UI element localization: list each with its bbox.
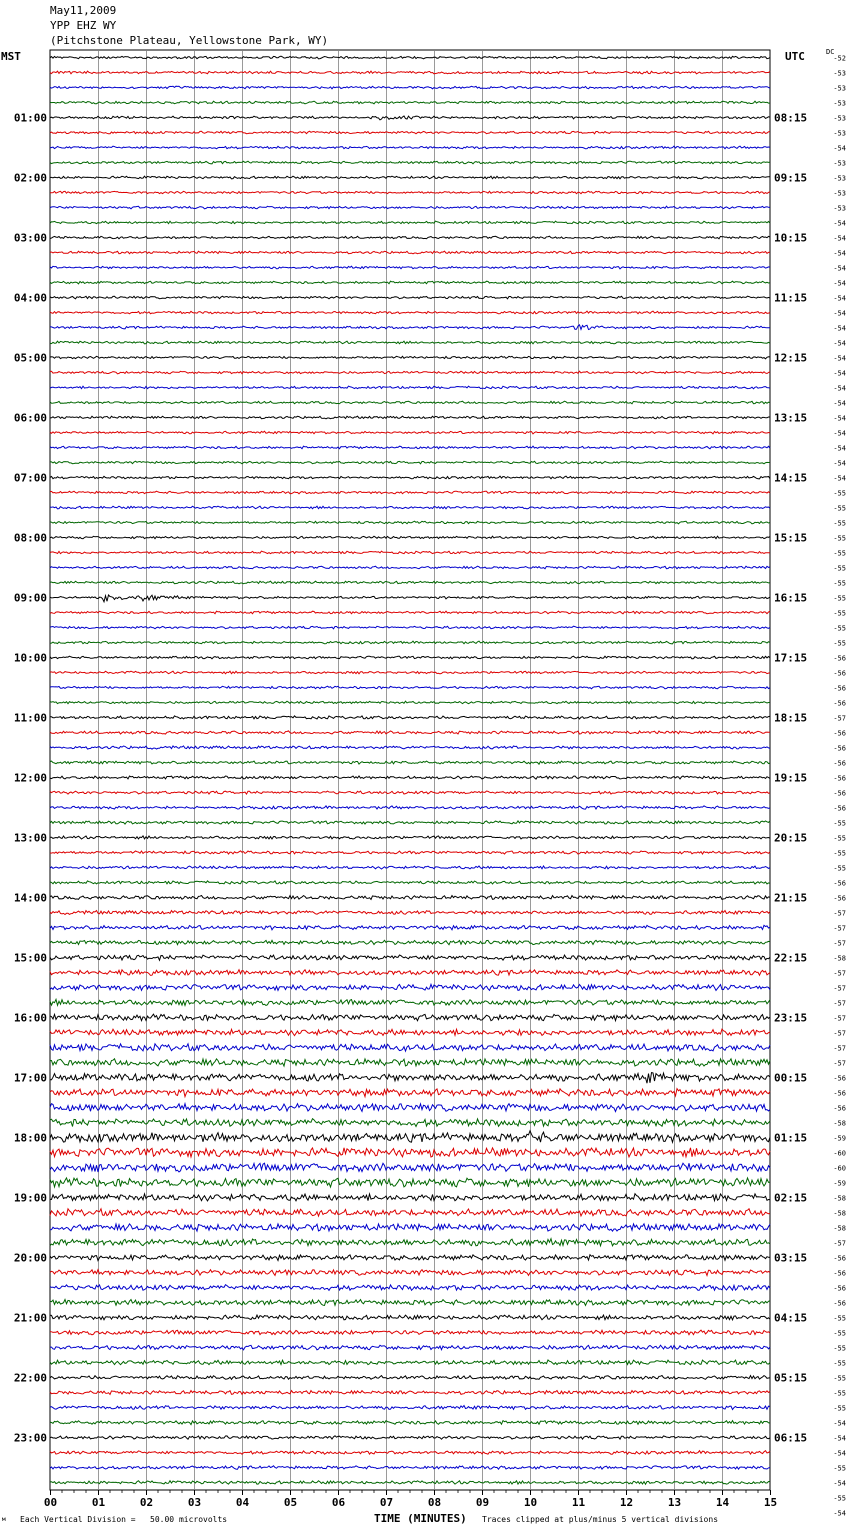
seismic-trace [50, 551, 770, 554]
seismic-trace [50, 641, 770, 644]
dc-offset-value: -56 [833, 1269, 846, 1278]
seismic-trace [50, 686, 770, 689]
seismic-trace [50, 836, 770, 839]
dc-offset-value: -58 [833, 954, 846, 963]
seismic-trace [50, 611, 770, 614]
seismic-trace [50, 1436, 770, 1439]
dc-offset-value: -55 [833, 1359, 846, 1368]
right-hour-label: 10:15 [774, 231, 808, 245]
seismic-trace [50, 446, 770, 449]
dc-offset-value: -57 [833, 1029, 846, 1038]
dc-offset-value: -56 [833, 1254, 846, 1263]
dc-offset-value: -53 [833, 69, 846, 78]
dc-offset-value: -54 [833, 234, 846, 243]
seismic-trace [50, 1285, 770, 1291]
right-hour-label: 17:15 [774, 651, 808, 665]
dc-offset-value: -55 [833, 1494, 846, 1503]
seismic-trace [50, 311, 770, 314]
dc-offset-value: -54 [833, 219, 846, 228]
seismic-trace [50, 595, 770, 602]
seismic-trace [50, 566, 770, 569]
dc-offset-value: -52 [833, 54, 846, 63]
seismic-trace [50, 1481, 770, 1485]
dc-offset-value: -54 [833, 1509, 846, 1518]
dc-offset-value: -60 [833, 1164, 846, 1173]
x-tick-label: 10 [523, 1496, 538, 1509]
x-tick-label: 14 [715, 1496, 730, 1509]
right-hour-label: 08:15 [774, 111, 808, 125]
dc-offset-value: -56 [833, 654, 846, 663]
x-tick-label: 13 [667, 1496, 682, 1509]
seismic-trace [50, 1376, 770, 1380]
x-tick-label: 15 [763, 1496, 778, 1509]
dc-offset-value: -56 [833, 1104, 846, 1113]
dc-offset-value: -56 [833, 729, 846, 738]
dc-offset-value: -54 [833, 249, 846, 258]
left-hour-label: 08:00 [13, 531, 47, 545]
left-hour-label: 19:00 [13, 1191, 47, 1205]
seismic-trace [50, 116, 770, 120]
seismic-trace [50, 476, 770, 479]
seismic-trace [50, 1044, 770, 1051]
dc-offset-value: -54 [833, 144, 846, 153]
right-hour-label: 19:15 [774, 771, 808, 785]
dc-offset-value: -56 [833, 669, 846, 678]
right-hour-label: 18:15 [774, 711, 808, 725]
seismic-trace [50, 416, 770, 419]
left-hour-label: 12:00 [13, 771, 47, 785]
dc-offset-value: -57 [833, 939, 846, 948]
dc-offset-value: -56 [833, 1299, 846, 1308]
dc-offset-value: -56 [833, 1074, 846, 1083]
x-tick-label: 03 [187, 1496, 202, 1509]
seismic-trace [50, 970, 770, 976]
seismic-trace [50, 1104, 770, 1112]
dc-offset-header: DC [826, 48, 835, 56]
x-tick-label: 09 [475, 1496, 490, 1509]
dc-offset-value: -55 [833, 624, 846, 633]
right-hour-label: 20:15 [774, 831, 808, 845]
dc-offset-value: -59 [833, 1134, 846, 1143]
seismic-trace [50, 356, 770, 359]
dc-offset-value: -55 [833, 639, 846, 648]
x-tick-label: 06 [331, 1496, 346, 1509]
right-hour-label: 09:15 [774, 171, 808, 185]
seismic-trace [50, 506, 770, 509]
dc-offset-value: -55 [833, 1314, 846, 1323]
seismic-trace [50, 71, 770, 74]
seismic-trace [50, 296, 770, 299]
dc-offset-value: -56 [833, 744, 846, 753]
right-hour-label: 06:15 [774, 1431, 808, 1445]
seismic-trace [50, 401, 770, 404]
dc-offset-value: -56 [833, 879, 846, 888]
seismic-trace [50, 101, 770, 104]
seismic-trace [50, 955, 770, 960]
seismic-trace [50, 431, 770, 434]
dc-offset-value: -54 [833, 399, 846, 408]
dc-offset-value: -54 [833, 324, 846, 333]
x-tick-label: 07 [379, 1496, 394, 1509]
dc-offset-value: -56 [833, 1284, 846, 1293]
dc-offset-value: -53 [833, 114, 846, 123]
dc-offset-value: -59 [833, 1179, 846, 1188]
right-hour-label: 03:15 [774, 1251, 808, 1265]
dc-offset-value: -56 [833, 1089, 846, 1098]
x-tick-label: 01 [91, 1496, 106, 1509]
seismic-trace [50, 806, 770, 809]
seismic-trace [50, 341, 770, 344]
seismic-trace [50, 1315, 770, 1320]
seismic-trace [50, 1029, 770, 1036]
dc-offset-value: -54 [833, 459, 846, 468]
right-hour-label: 12:15 [774, 351, 808, 365]
left-hour-label: 05:00 [13, 351, 47, 365]
right-hour-label: 22:15 [774, 951, 808, 965]
dc-offset-value: -55 [833, 1329, 846, 1338]
dc-offset-value: -55 [833, 1374, 846, 1383]
dc-offset-value: -57 [833, 1239, 846, 1248]
dc-offset-value: -56 [833, 684, 846, 693]
left-hour-label: 13:00 [13, 831, 47, 845]
seismic-trace [50, 881, 770, 884]
right-hour-label: 14:15 [774, 471, 808, 485]
seismic-trace [50, 1239, 770, 1246]
dc-offset-value: -55 [833, 489, 846, 498]
x-axis-label: TIME (MINUTES) [374, 1512, 467, 1525]
right-hour-label: 02:15 [774, 1191, 808, 1205]
left-hour-label: 03:00 [13, 231, 47, 245]
seismic-trace [50, 1270, 770, 1276]
right-hour-label: 23:15 [774, 1011, 808, 1025]
dc-offset-value: -56 [833, 894, 846, 903]
dc-offset-value: -55 [833, 609, 846, 618]
seismic-trace [50, 1014, 770, 1021]
left-hour-label: 21:00 [13, 1311, 47, 1325]
right-timezone-label: UTC [785, 50, 805, 63]
dc-offset-value: -56 [833, 699, 846, 708]
dc-offset-value: -54 [833, 444, 846, 453]
right-hour-label: 00:15 [774, 1071, 808, 1085]
left-hour-label: 02:00 [13, 171, 47, 185]
left-hour-label: 16:00 [13, 1011, 47, 1025]
dc-offset-value: -57 [833, 714, 846, 723]
seismic-trace [50, 999, 770, 1005]
dc-offset-value: -58 [833, 1194, 846, 1203]
seismic-trace [50, 656, 770, 659]
seismic-trace [50, 1421, 770, 1425]
dc-offset-value: -55 [833, 819, 846, 828]
dc-offset-value: -54 [833, 309, 846, 318]
dc-offset-value: -54 [833, 1449, 846, 1458]
seismic-trace [50, 1345, 770, 1350]
seismic-trace [50, 1209, 770, 1216]
x-tick-label: 08 [427, 1496, 442, 1509]
seismic-trace [50, 371, 770, 374]
left-hour-label: 17:00 [13, 1071, 47, 1085]
seismic-trace [50, 940, 770, 945]
dc-offset-value: -55 [833, 1344, 846, 1353]
dc-offset-value: -55 [833, 564, 846, 573]
right-hour-label: 13:15 [774, 411, 808, 425]
dc-offset-value: -53 [833, 174, 846, 183]
station-location: (Pitchstone Plateau, Yellowstone Park, WY) [50, 34, 329, 47]
left-hour-label: 18:00 [13, 1131, 47, 1145]
seismic-trace [50, 236, 770, 239]
dc-offset-value: -58 [833, 1209, 846, 1218]
seismic-trace [50, 461, 770, 464]
seismic-trace [50, 716, 770, 719]
seismic-trace [50, 1451, 770, 1455]
dc-offset-value: -54 [833, 1479, 846, 1488]
left-hour-label: 09:00 [13, 591, 47, 605]
left-hour-label: 14:00 [13, 891, 47, 905]
x-tick-label: 11 [571, 1496, 586, 1509]
seismic-trace [50, 911, 770, 915]
seismic-trace [50, 1131, 770, 1142]
dc-offset-value: -54 [833, 369, 846, 378]
left-hour-label: 15:00 [13, 951, 47, 965]
dc-offset-value: -55 [833, 579, 846, 588]
left-hour-label: 10:00 [13, 651, 47, 665]
dc-offset-value: -57 [833, 1059, 846, 1068]
seismic-trace [50, 581, 770, 584]
seismic-trace [50, 161, 770, 164]
x-tick-label: 04 [235, 1496, 250, 1509]
left-hour-label: 11:00 [13, 711, 47, 725]
dc-offset-value: -55 [833, 849, 846, 858]
left-hour-label: 20:00 [13, 1251, 47, 1265]
seismic-trace [50, 866, 770, 869]
left-hour-label: 07:00 [13, 471, 47, 485]
seismic-trace [50, 1330, 770, 1335]
seismic-trace [50, 1466, 770, 1469]
right-hour-label: 16:15 [774, 591, 808, 605]
seismic-trace [50, 1391, 770, 1395]
x-tick-label: 12 [619, 1496, 634, 1509]
left-timezone-label: MST [1, 50, 21, 63]
seismic-trace [50, 266, 770, 269]
dc-offset-value: -55 [833, 504, 846, 513]
dc-offset-value: -54 [833, 414, 846, 423]
dc-offset-value: -55 [833, 864, 846, 873]
left-hour-label: 23:00 [13, 1431, 47, 1445]
dc-offset-value: -53 [833, 189, 846, 198]
dc-offset-value: -60 [833, 1149, 846, 1158]
seismic-trace [50, 791, 770, 794]
dc-offset-value: -55 [833, 594, 846, 603]
seismic-trace [50, 281, 770, 284]
seismic-trace [50, 386, 770, 389]
dc-offset-value: -54 [833, 339, 846, 348]
dc-offset-value: -53 [833, 159, 846, 168]
dc-offset-value: -53 [833, 84, 846, 93]
dc-offset-value: -53 [833, 204, 846, 213]
clip-note: Traces clipped at plus/minus 5 vertical divisions [482, 1515, 719, 1524]
seismic-trace [50, 1148, 770, 1157]
seismic-trace [50, 1178, 770, 1187]
seismic-trace [50, 56, 770, 59]
dc-offset-value: -54 [833, 1419, 846, 1428]
seismic-trace [50, 896, 770, 900]
dc-offset-value: -54 [833, 279, 846, 288]
dc-offset-value: -54 [833, 1434, 846, 1443]
left-hour-label: 22:00 [13, 1371, 47, 1385]
seismic-trace [50, 701, 770, 704]
dc-offset-value: -56 [833, 759, 846, 768]
dc-offset-value: -54 [833, 294, 846, 303]
right-hour-label: 05:15 [774, 1371, 808, 1385]
left-hour-label: 04:00 [13, 291, 47, 305]
seismic-trace [50, 1255, 770, 1261]
dc-offset-value: -55 [833, 519, 846, 528]
seismic-trace [50, 1360, 770, 1365]
seismic-trace [50, 925, 770, 930]
seismic-trace [50, 821, 770, 824]
seismic-trace [50, 491, 770, 494]
right-hour-label: 21:15 [774, 891, 808, 905]
dc-offset-value: -54 [833, 429, 846, 438]
dc-offset-value: -57 [833, 909, 846, 918]
seismic-trace [50, 325, 770, 330]
seismic-trace [50, 776, 770, 779]
dc-offset-value: -55 [833, 834, 846, 843]
dc-offset-value: -57 [833, 999, 846, 1008]
dc-offset-value: -58 [833, 1224, 846, 1233]
dc-offset-value: -55 [833, 549, 846, 558]
seismic-trace [50, 761, 770, 764]
dc-offset-value: -54 [833, 474, 846, 483]
seismic-trace [50, 1119, 770, 1127]
x-tick-label: 00 [43, 1496, 58, 1509]
seismic-trace [50, 851, 770, 854]
right-hour-label: 15:15 [774, 531, 808, 545]
dc-offset-value: -54 [833, 354, 846, 363]
seismic-trace [50, 521, 770, 524]
right-hour-label: 04:15 [774, 1311, 808, 1325]
seismic-trace [50, 176, 770, 179]
seismic-trace [50, 1163, 770, 1172]
seismic-trace [50, 86, 770, 89]
dc-offset-value: -55 [833, 1404, 846, 1413]
seismic-trace [50, 1300, 770, 1306]
dc-offset-value: -56 [833, 774, 846, 783]
seismic-trace [50, 536, 770, 539]
seismic-trace [50, 251, 770, 254]
dc-offset-value: -57 [833, 1044, 846, 1053]
seismic-trace [50, 206, 770, 209]
right-hour-label: 11:15 [774, 291, 808, 305]
scale-note: Each Vertical Division = 50.00 microvolts [20, 1515, 228, 1524]
dc-offset-value: -58 [833, 1119, 846, 1128]
x-tick-label: 02 [139, 1496, 154, 1509]
left-hour-label: 06:00 [13, 411, 47, 425]
dc-offset-value: -57 [833, 984, 846, 993]
seismic-trace [50, 131, 770, 134]
dc-offset-value: -57 [833, 969, 846, 978]
dc-offset-value: -55 [833, 534, 846, 543]
station-code: YPP EHZ WY [50, 19, 117, 32]
dc-offset-value: -57 [833, 1014, 846, 1023]
seismic-trace [50, 731, 770, 734]
seismic-trace [50, 191, 770, 194]
right-hour-label: 01:15 [774, 1131, 808, 1145]
seismic-trace [50, 746, 770, 749]
left-hour-label: 01:00 [13, 111, 47, 125]
dc-offset-value: -55 [833, 1389, 846, 1398]
seismic-trace [50, 1089, 770, 1097]
dc-offset-value: -57 [833, 924, 846, 933]
dc-offset-value: -53 [833, 129, 846, 138]
seismic-trace [50, 1194, 770, 1201]
seismic-trace [50, 1224, 770, 1231]
seismic-trace [50, 1073, 770, 1084]
dc-offset-value: -54 [833, 384, 846, 393]
seismic-trace [50, 1406, 770, 1410]
seismic-trace [50, 984, 770, 990]
dc-offset-value: -56 [833, 789, 846, 798]
dc-offset-value: -54 [833, 264, 846, 273]
seismic-trace [50, 671, 770, 674]
helicorder-date: May11,2009 [50, 4, 117, 17]
seismic-trace [50, 221, 770, 224]
seismic-trace [50, 146, 770, 149]
seismic-trace [50, 626, 770, 629]
dc-offset-value: -53 [833, 99, 846, 108]
dc-offset-value: -56 [833, 804, 846, 813]
seismic-trace [50, 1059, 770, 1066]
footer-mark: м [2, 1516, 6, 1523]
x-tick-label: 05 [283, 1496, 298, 1509]
dc-offset-value: -55 [833, 1464, 846, 1473]
